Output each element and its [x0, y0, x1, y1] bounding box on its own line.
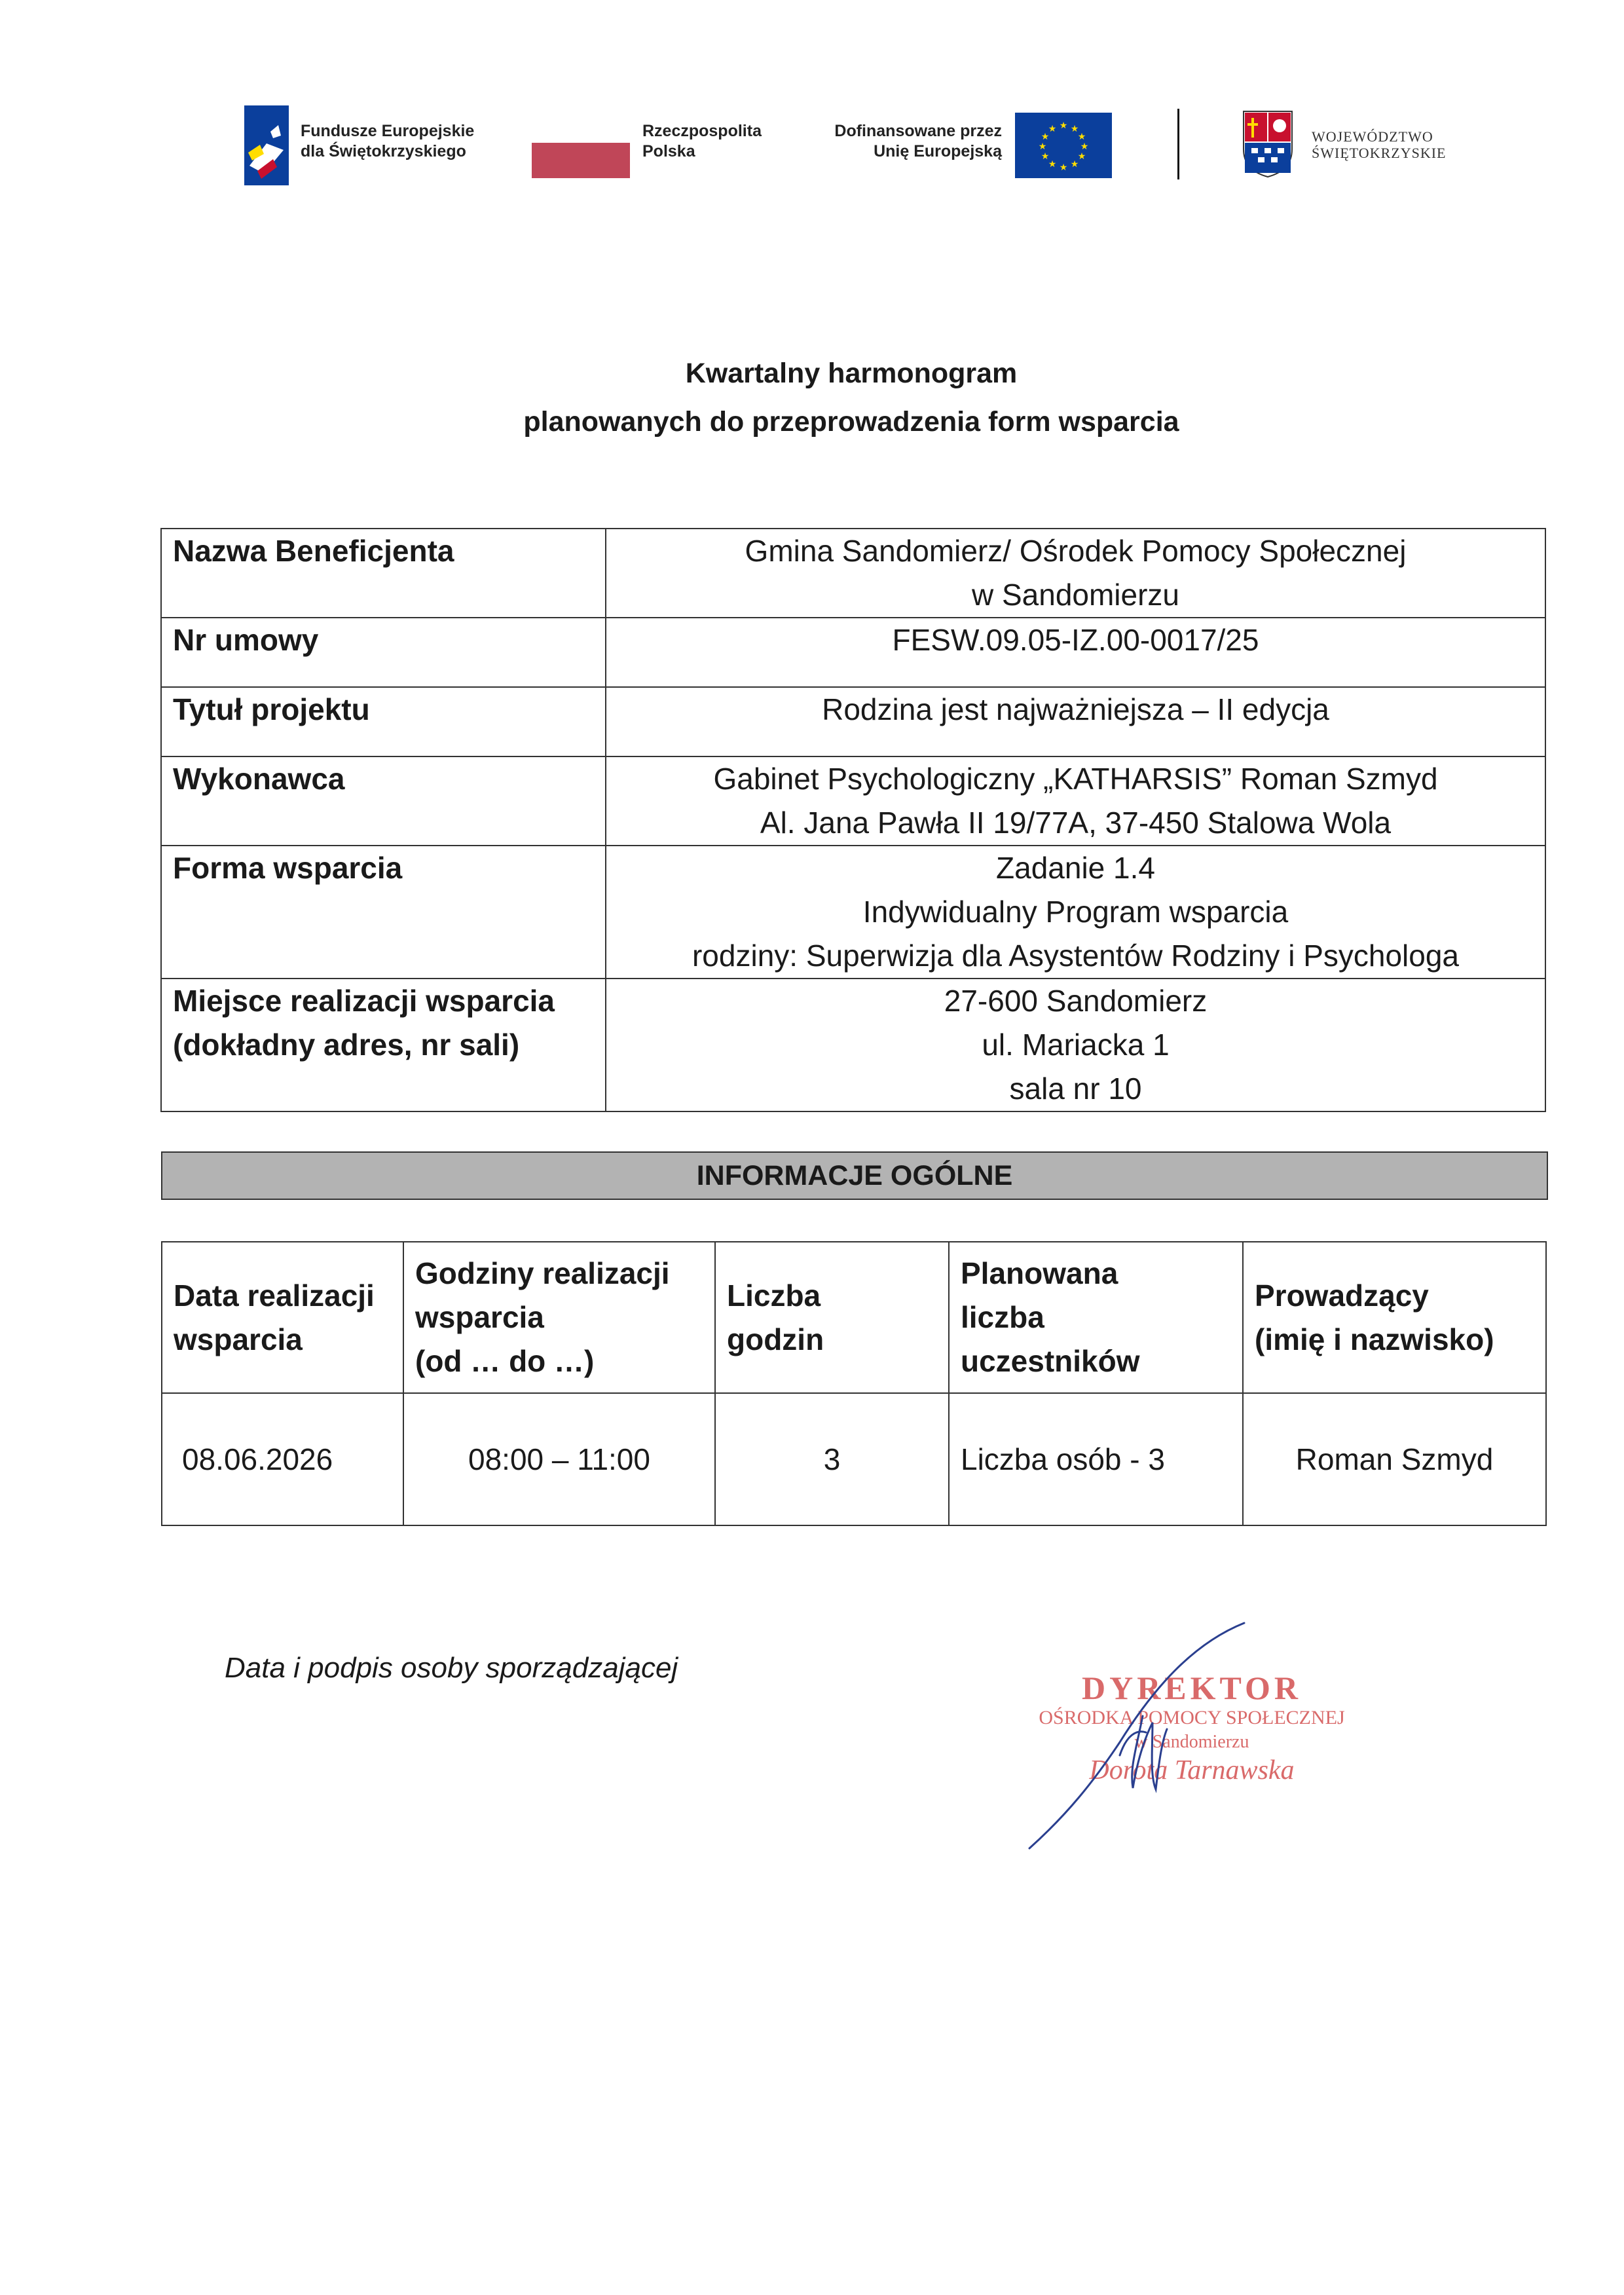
row-hours: 08:00 – 11:00 [403, 1393, 715, 1525]
beneficiary-value [606, 529, 1545, 618]
contract-label: Nr umowy [161, 618, 606, 687]
rp-logo-line1: Rzeczpospolita [642, 122, 762, 140]
svg-text:★: ★ [1048, 124, 1057, 134]
header-leader [1243, 1242, 1546, 1393]
support-form-value-line2: Indywidualny Program wsparcia [862, 895, 1289, 929]
support-form-value [606, 846, 1545, 979]
region-coat-of-arms-icon [1242, 110, 1293, 178]
logo-divider [1177, 109, 1179, 179]
svg-text:★: ★ [1070, 159, 1079, 170]
row-date: 08.06.2026 [162, 1393, 403, 1525]
header-leader-line1: Prowadzący [1255, 1278, 1429, 1313]
location-value [606, 979, 1545, 1111]
beneficiary-value-line2: w Sandomierzu [971, 578, 1180, 612]
schedule-header-row [162, 1242, 1546, 1393]
location-label-line2: (dokładny adres, nr sali) [173, 1028, 520, 1062]
svg-text:★: ★ [1059, 121, 1068, 131]
table-row [162, 1393, 1546, 1525]
location-value-line3: sala nr 10 [1009, 1072, 1142, 1106]
region-logo-line2: ŚWIĘTOKRZYSKIE [1312, 145, 1447, 161]
contractor-label: Wykonawca [161, 756, 606, 846]
eu-logo-line1: Dofinansowane przez [834, 122, 1002, 140]
fe-logo-icon [244, 105, 289, 185]
document-title [0, 349, 1624, 446]
region-logo-line1: WOJEWÓDZTWO [1312, 128, 1433, 145]
support-form-value-line1: Zadanie 1.4 [996, 851, 1155, 885]
svg-text:★: ★ [1041, 132, 1050, 142]
beneficiary-value-line1: Gmina Sandomierz/ Ośrodek Pomocy Społecznej [745, 534, 1407, 568]
header-participants [949, 1242, 1243, 1393]
project-label: Tytuł projektu [161, 687, 606, 756]
stamp-line1: DYREKTOR [1081, 1670, 1302, 1706]
title-line1: Kwartalny harmonogram [685, 358, 1018, 389]
stamp-line4: Dorota Tarnawska [1089, 1755, 1295, 1785]
location-value-line1: 27-600 Sandomierz [944, 984, 1208, 1018]
row-hour-count: 3 [715, 1393, 949, 1525]
stamp-line3: w Sandomierzu [1134, 1732, 1249, 1752]
rp-logo-line2: Polska [642, 142, 695, 160]
header-participants-line3: uczestników [961, 1344, 1140, 1378]
header-date-line2: wsparcia [174, 1322, 303, 1356]
poland-flag-icon [532, 143, 630, 178]
info-row-location [161, 979, 1545, 1111]
header-participants-line1: Planowana [961, 1256, 1118, 1290]
location-value-line2: ul. Mariacka 1 [982, 1028, 1170, 1062]
header-count-line2: godzin [727, 1322, 824, 1356]
svg-text:★: ★ [1038, 141, 1047, 152]
support-form-label: Forma wsparcia [161, 846, 606, 979]
schedule-table [161, 1241, 1547, 1526]
header-hours [403, 1242, 715, 1393]
svg-text:★: ★ [1077, 132, 1086, 142]
eu-flag-icon [1015, 113, 1112, 178]
handwritten-signature-icon [1022, 1618, 1270, 1854]
project-value: Rodzina jest najważniejsza – II edycja [606, 687, 1545, 756]
row-participants: Liczba osób - 3 [949, 1393, 1243, 1525]
svg-text:★: ★ [1048, 159, 1057, 170]
header-hours-line2: wsparcia [415, 1300, 544, 1334]
info-row-beneficiary [161, 529, 1545, 618]
info-row-contractor [161, 756, 1545, 846]
info-row-project [161, 687, 1545, 756]
header-count-line1: Liczba [727, 1278, 821, 1313]
svg-text:★: ★ [1059, 162, 1068, 173]
header-date [162, 1242, 403, 1393]
contract-value: FESW.09.05-IZ.00-0017/25 [606, 618, 1545, 687]
project-info-table [160, 528, 1546, 1112]
signature-label: Data i podpis osoby sporządzającej [225, 1652, 678, 1684]
location-label-line1: Miejsce realizacji wsparcia [173, 984, 555, 1018]
svg-text:★: ★ [1070, 124, 1079, 134]
header-hours-line3: (od … do …) [415, 1344, 595, 1378]
header-hours-line1: Godziny realizacji [415, 1256, 670, 1290]
svg-text:★: ★ [1080, 141, 1089, 152]
contractor-value-line2: Al. Jana Pawła II 19/77A, 37-450 Stalowa Wola [760, 806, 1392, 840]
location-label [161, 979, 606, 1111]
header-date-line1: Data realizacji [174, 1278, 375, 1313]
header-participants-line2: liczba [961, 1300, 1044, 1334]
contractor-value [606, 756, 1545, 846]
contractor-value-line1: Gabinet Psychologiczny „KATHARSIS” Roman Szmyd [713, 762, 1438, 796]
fe-logo-line2: dla Świętokrzyskiego [301, 142, 466, 160]
info-row-contract [161, 618, 1545, 687]
title-line2: planowanych do przeprowadzenia form wsparcia [523, 406, 1179, 438]
svg-text:★: ★ [1077, 151, 1086, 162]
general-info-banner: INFORMACJE OGÓLNE [161, 1151, 1548, 1200]
row-leader: Roman Szmyd [1243, 1393, 1546, 1525]
header-hour-count [715, 1242, 949, 1393]
fe-logo-line1: Fundusze Europejskie [301, 122, 475, 140]
info-row-support-form [161, 846, 1545, 979]
stamp-line2: OŚRODKA POMOCY SPOŁECZNEJ [1039, 1707, 1345, 1728]
support-form-value-line3: rodziny: Superwizja dla Asystentów Rodziny i Psychologa [692, 939, 1460, 973]
svg-text:★: ★ [1041, 151, 1050, 162]
beneficiary-label: Nazwa Beneficjenta [161, 529, 606, 618]
eu-logo-line2: Unię Europejską [874, 142, 1002, 160]
header-leader-line2: (imię i nazwisko) [1255, 1322, 1494, 1356]
